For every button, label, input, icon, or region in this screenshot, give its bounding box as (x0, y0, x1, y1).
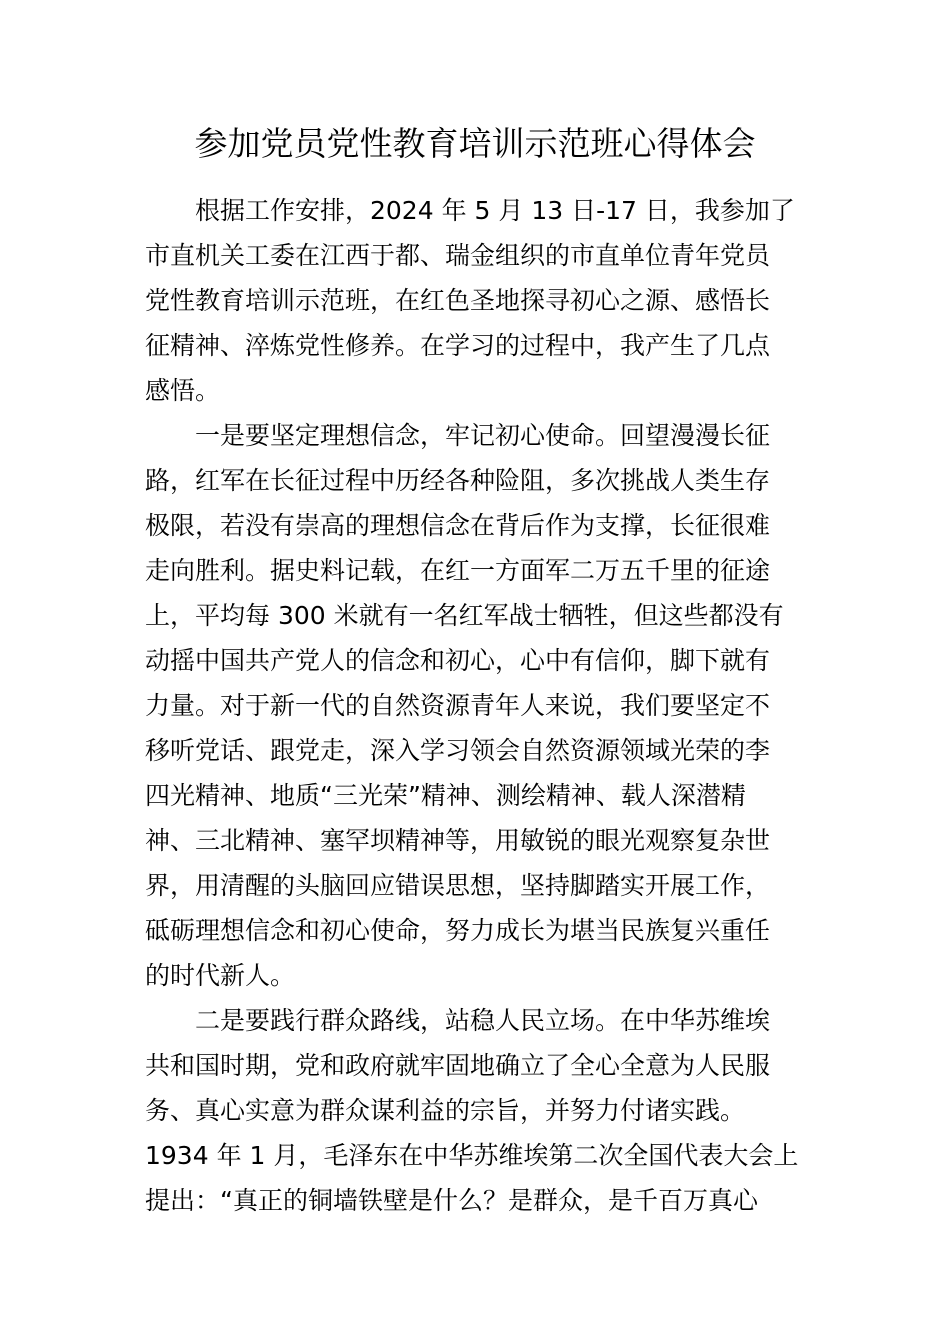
paragraph-line: 走向胜利。据史料记载，在红一方面军二万五千里的征途 (145, 556, 771, 585)
paragraph-line: 移听党话、跟党走，深入学习领会自然资源领域光荣的李 (145, 736, 771, 765)
paragraph-line: 务、真心实意为群众谋利益的宗旨，并努力付诸实践。 (145, 1096, 746, 1125)
paragraph-line: 的时代新人。 (145, 961, 296, 990)
paragraph-line: 四光精神、地质“三光荣”精神、测绘精神、载人深潜精 (145, 781, 746, 810)
paragraph-line: 路，红军在长征过程中历经各种险阻，多次挑战人类生存 (145, 466, 771, 495)
paragraph-line: 征精神、淬炼党性修养。在学习的过程中，我产生了几点 (145, 331, 771, 360)
paragraph-line: 党性教育培训示范班，在红色圣地探寻初心之源、感悟长 (145, 286, 771, 315)
paragraph-line: 砥砺理想信念和初心使命，努力成长为堪当民族复兴重任 (145, 916, 771, 945)
paragraph-line: 提出：“真正的铜墙铁壁是什么？是群众，是千百万真心 (145, 1186, 758, 1215)
paragraph-line: 二是要践行群众路线，站稳人民立场。在中华苏维埃 (195, 1006, 771, 1035)
paragraph-line: 感悟。 (145, 376, 221, 405)
paragraph-line: 市直机关工委在江西于都、瑞金组织的市直单位青年党员 (145, 241, 771, 270)
document-body (145, 188, 825, 1223)
paragraph-line: 神、三北精神、塞罕坝精神等，用敏锐的眼光观察复杂世 (145, 826, 771, 855)
paragraph-line: 界，用清醒的头脑回应错误思想，坚持脚踏实开展工作， (145, 871, 771, 900)
paragraph-line: 共和国时期，党和政府就牢固地确立了全心全意为人民服 (145, 1051, 771, 1080)
document-title: 参加党员党性教育培训示范班心得体会 (194, 124, 756, 163)
paragraph-line: 力量。对于新一代的自然资源青年人来说，我们要坚定不 (145, 691, 771, 720)
paragraph-line: 1934 年 1 月，毛泽东在中华苏维埃第二次全国代表大会上 (145, 1141, 799, 1170)
paragraph-line: 动摇中国共产党人的信念和初心，心中有信仰，脚下就有 (145, 646, 771, 675)
paragraph-line: 根据工作安排，2024 年 5 月 13 日-17 日，我参加了 (195, 196, 795, 225)
paragraph-line: 一是要坚定理想信念，牢记初心使命。回望漫漫长征 (195, 421, 771, 450)
paragraph-line: 极限，若没有崇高的理想信念在背后作为支撑，长征很难 (145, 511, 771, 540)
paragraph-line: 上，平均每 300 米就有一名红军战士牺牲，但这些都没有 (145, 601, 784, 630)
